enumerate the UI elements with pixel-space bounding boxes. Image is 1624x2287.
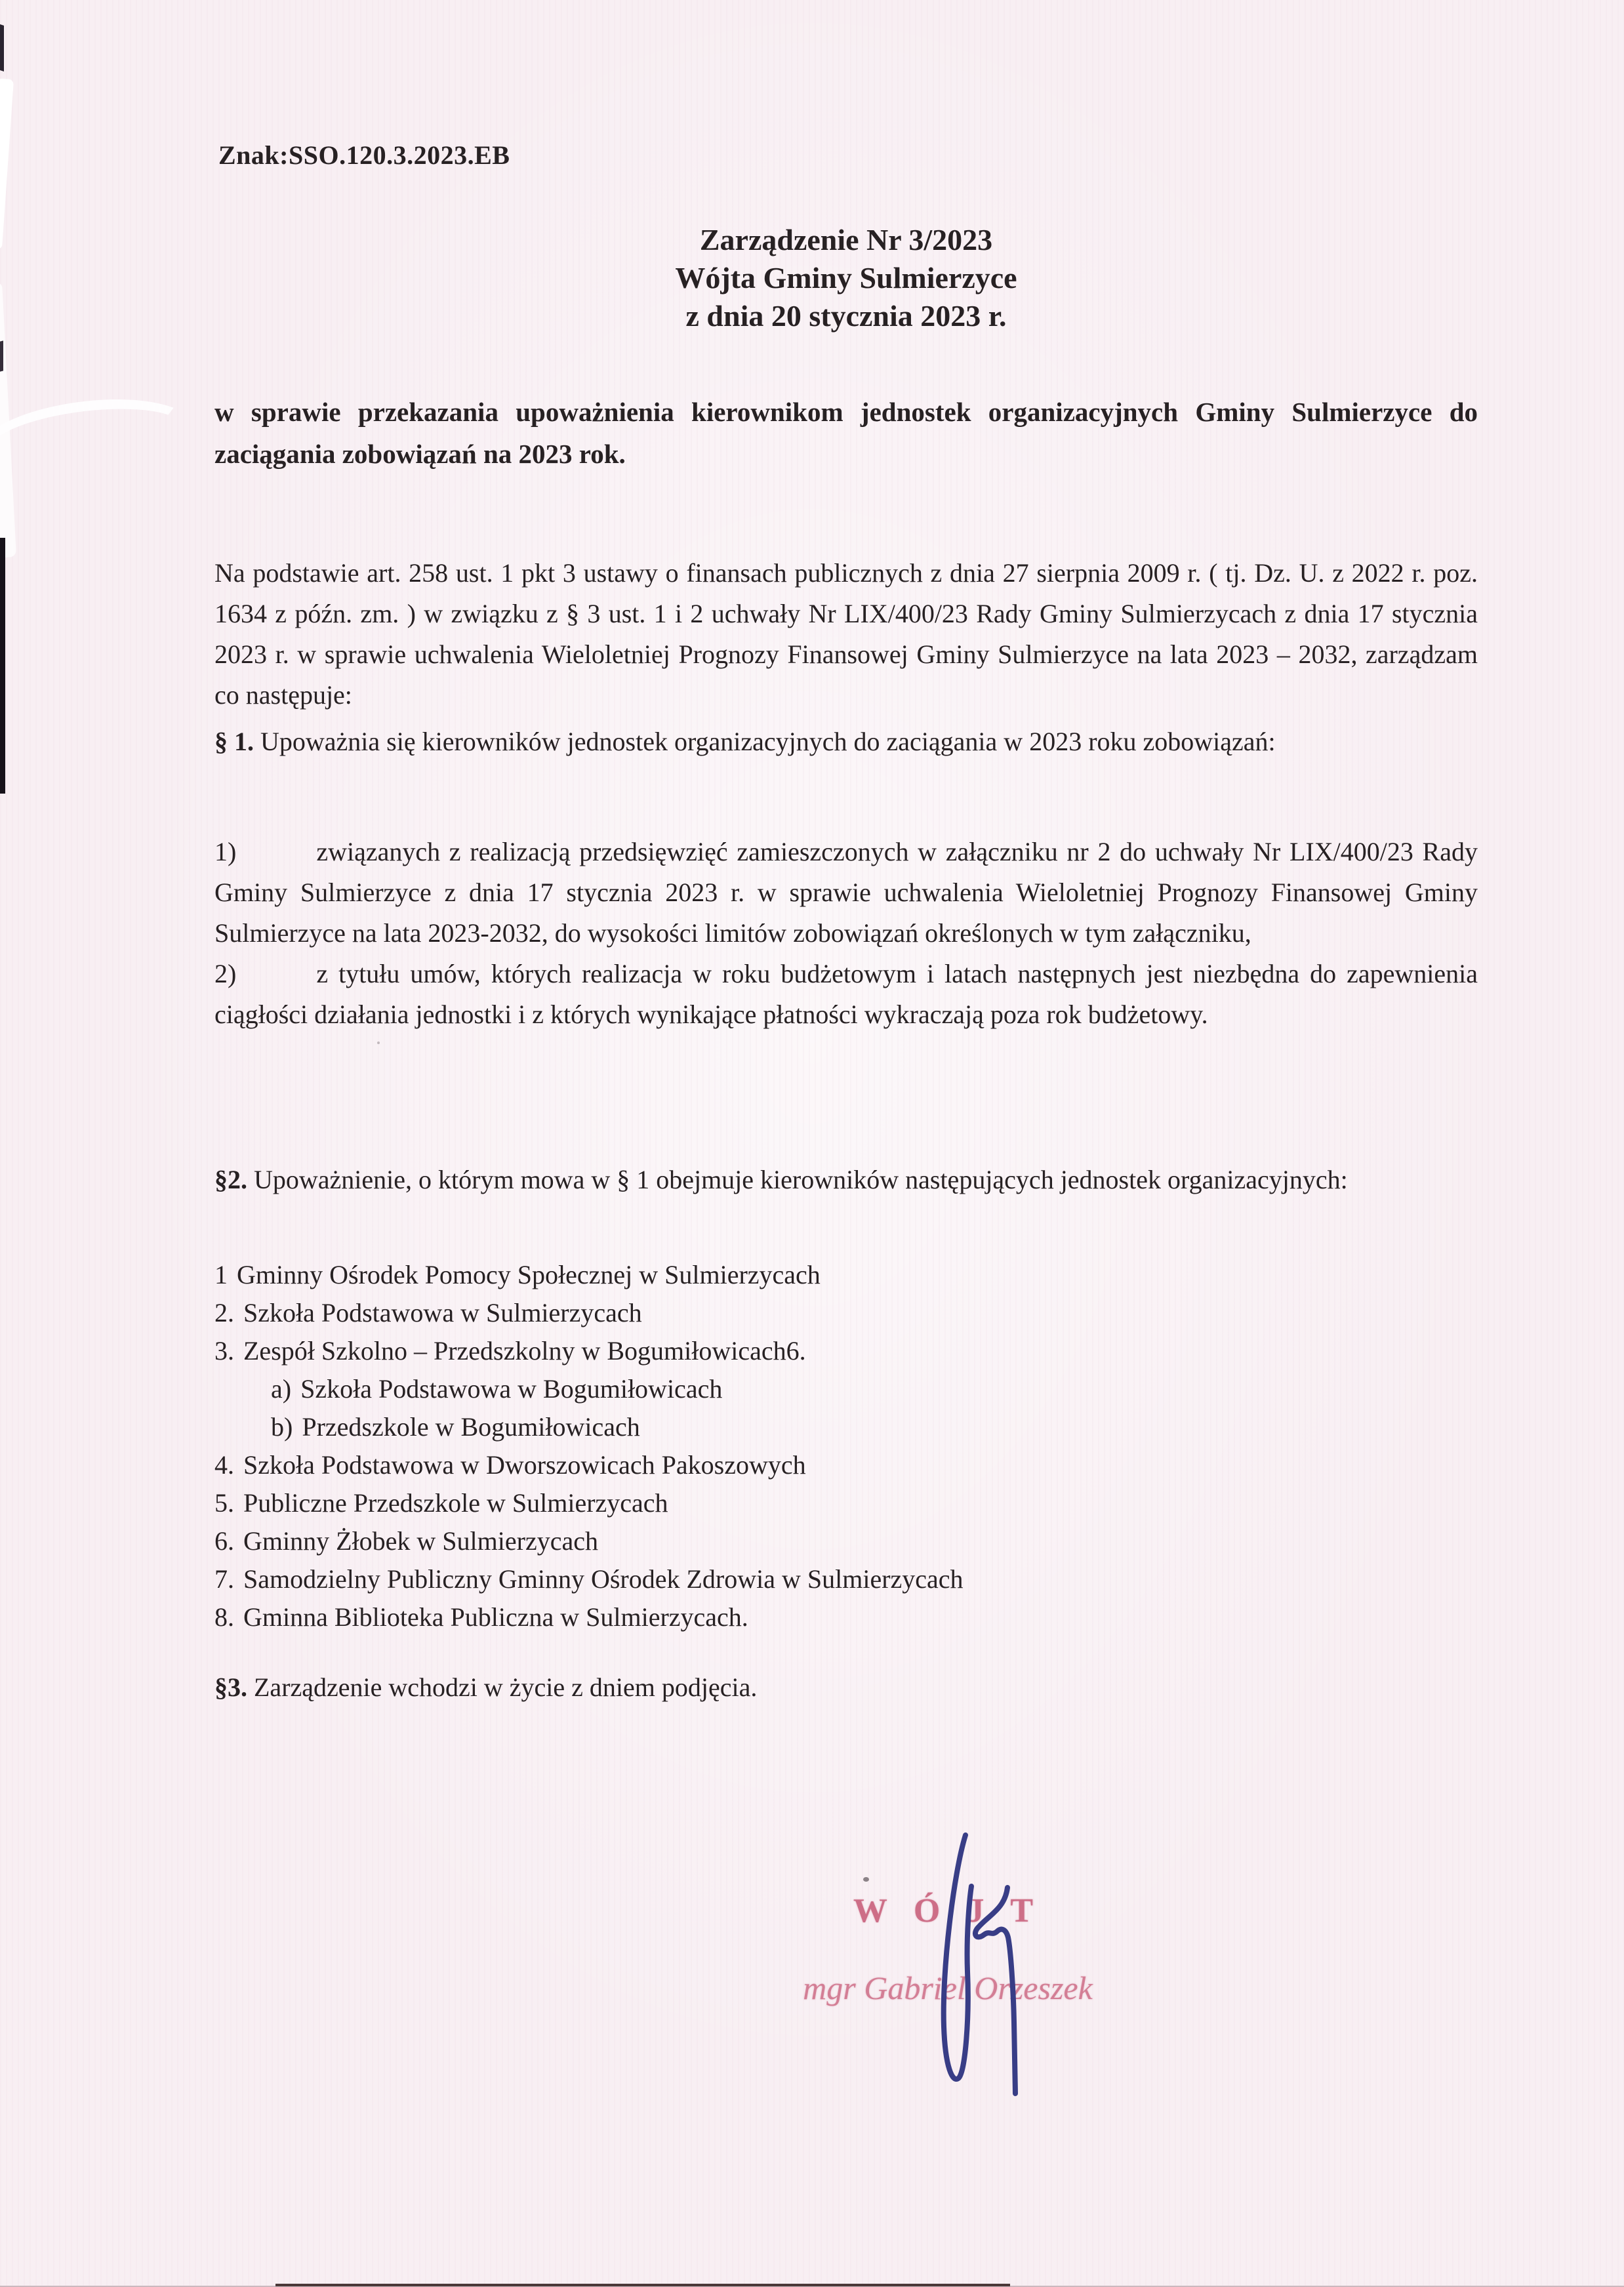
- title-line-3: z dnia 20 stycznia 2023 r.: [685, 299, 1007, 333]
- unit-2-marker: 2.: [214, 1298, 234, 1327]
- unit-3-text: Zespół Szkolno – Przedszkolny w Bogumiłowicach6.: [243, 1336, 806, 1366]
- unit-3b-marker: b): [271, 1412, 293, 1442]
- unit-3-marker: 3.: [214, 1336, 234, 1366]
- unit-list-item-3a: [214, 1370, 1478, 1408]
- title-line-2: Wójta Gminy Sulmierzyce: [675, 261, 1017, 294]
- section-3-text: Zarządzenie wchodzi w życie z dniem podjęcia.: [254, 1672, 758, 1702]
- unit-3a-marker: a): [271, 1374, 292, 1404]
- unit-4-text: Szkoła Podstawowa w Dworszowicach Pakoszowych: [243, 1450, 806, 1480]
- unit-5-text: Publiczne Przedszkole w Sulmierzycach: [243, 1488, 668, 1518]
- unit-list-item-1: [214, 1256, 1478, 1294]
- unit-list-item-2: [214, 1294, 1478, 1332]
- unit-1-text: Gminny Ośrodek Pomocy Społecznej w Sulmierzycach: [237, 1260, 821, 1289]
- unit-list-item-3: [214, 1332, 1478, 1370]
- section-1-text: Upoważnia się kierowników jednostek organizacyjnych do zaciągania w 2023 roku zobowiązań:: [260, 727, 1276, 756]
- section-2-text: Upoważnienie, o którym mowa w § 1 obejmuje kierowników następujących jednostek organizacyjnych:: [254, 1165, 1348, 1194]
- subject-paragraph: w sprawie przekazania upoważnienia kierownikom jednostek organizacyjnych Gminy Sulmierzyce do zaciągania zobowiązań na 2023 rok.: [214, 397, 1478, 469]
- scan-speck: [863, 1877, 869, 1882]
- list-item-2: [214, 954, 1478, 1035]
- list-item-1-text: związanych z realizacją przedsięwzięć zamieszczonych w załączniku nr 2 do uchwały Nr LIX/400/23 Rady Gminy Sulmierzyce z dnia 17 stycznia 2023 r. w sprawie uchwalenia Wieloletniej Prognozy Finansowej Gminy Sulmierzyce na lata 2023-2032, do wysokości limitów zobowiązań określonych w tym załączniku,: [214, 837, 1478, 948]
- unit-3b-text: Przedszkole w Bogumiłowicach: [302, 1412, 640, 1442]
- list-item-1-marker: 1): [214, 837, 237, 866]
- unit-7-text: Samodzielny Publiczny Gminny Ośrodek Zdrowia w Sulmierzycach: [243, 1564, 964, 1594]
- section-3-paragraph: [214, 1667, 1478, 1708]
- unit-3a-text: Szkoła Podstawowa w Bogumiłowicach: [300, 1374, 723, 1404]
- unit-1-marker: 1: [214, 1260, 228, 1289]
- unit-6-text: Gminny Żłobek w Sulmierzycach: [243, 1526, 598, 1556]
- unit-7-marker: 7.: [214, 1564, 234, 1594]
- unit-8-text: Gminna Biblioteka Publiczna w Sulmierzycach.: [243, 1602, 748, 1632]
- document-reference: Znak:SSO.120.3.2023.EB: [218, 140, 510, 170]
- list-item-1: [214, 832, 1478, 954]
- section-1-paragraph: [214, 721, 1478, 762]
- list-item-2-marker: 2): [214, 959, 237, 988]
- unit-list-item-4: [214, 1446, 1478, 1484]
- scan-edge-artifact: [0, 538, 5, 794]
- unit-list-item-3b: [214, 1408, 1478, 1446]
- units-list: [214, 1256, 1478, 1636]
- section-2-symbol: §2.: [214, 1165, 247, 1194]
- document-title: [214, 221, 1478, 335]
- list-item-2-text: z tytułu umów, których realizacja w roku budżetowym i latach następnych jest niezbędna do zapewnienia ciągłości działania jednostki i z których wynikające płatności wykraczają poza rok budżetowy.: [214, 959, 1478, 1029]
- unit-list-item-5: [214, 1484, 1478, 1522]
- unit-list-item-6: [214, 1522, 1478, 1560]
- handwritten-signature-ink: [924, 1822, 1035, 2104]
- unit-list-item-8: [214, 1598, 1478, 1636]
- section-2-paragraph: [214, 1160, 1478, 1200]
- mayor-stamp-title: W Ó J T: [853, 1892, 1043, 1930]
- section-1-symbol: § 1.: [214, 727, 254, 756]
- unit-5-marker: 5.: [214, 1488, 234, 1518]
- scan-edge-artifact: [275, 2284, 1010, 2286]
- section-1-items: [214, 832, 1478, 1035]
- mayor-stamp-name: mgr Gabriel Orzeszek: [803, 1970, 1093, 2006]
- scan-edge-artifact: [0, 340, 3, 371]
- unit-2-text: Szkoła Podstawowa w Sulmierzycach: [243, 1298, 642, 1327]
- unit-list-item-7: [214, 1560, 1478, 1598]
- scan-speck: [377, 1042, 380, 1044]
- title-line-1: Zarządzenie Nr 3/2023: [699, 223, 993, 256]
- unit-8-marker: 8.: [214, 1602, 234, 1632]
- unit-4-marker: 4.: [214, 1450, 234, 1480]
- section-3-symbol: §3.: [214, 1672, 247, 1702]
- scan-edge-artifact: [0, 24, 4, 71]
- legal-basis-paragraph: Na podstawie art. 258 ust. 1 pkt 3 ustawy o finansach publicznych z dnia 27 sierpnia 2009 r. ( tj. Dz. U. z 2022 r. poz. 1634 z późn. zm. ) w związku z § 3 ust. 1 i 2 uchwały Nr LIX/400/23 Rady Gminy Sulmierzycach z dnia 17 stycznia 2023 r. w sprawie uchwalenia Wieloletniej Prognozy Finansowej Gminy Sulmierzyce na lata 2023 – 2032, zarządzam co następuje:: [214, 558, 1478, 710]
- unit-6-marker: 6.: [214, 1526, 234, 1556]
